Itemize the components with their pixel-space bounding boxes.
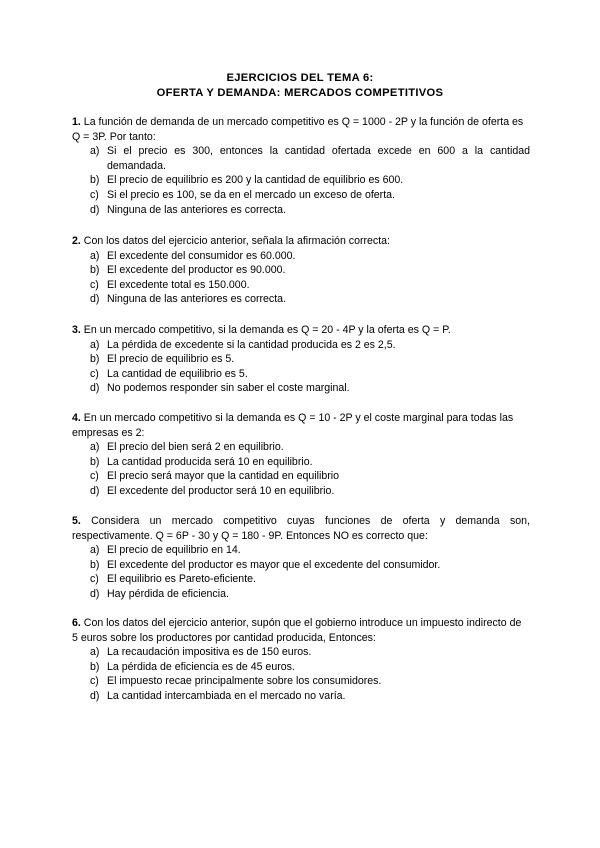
option-letter: c) (90, 188, 99, 201)
option-list (72, 249, 530, 307)
question-text: En un mercado competitivo si la demanda es Q = 10 - 2P y el coste marginal para todas las empresas es 2: (72, 412, 514, 439)
option-letter: b) (90, 264, 100, 277)
option-text: La pérdida de excedente si la cantidad producida es 2 es 2,5. (107, 338, 396, 351)
option-letter: a) (90, 338, 100, 351)
option-text: La cantidad de equilibrio es 5. (107, 367, 248, 380)
question-2 (72, 234, 530, 307)
option-b (72, 352, 530, 367)
option-c (72, 188, 530, 203)
option-text: La cantidad producida será 10 en equilibrio. (107, 455, 313, 468)
option-text: Ninguna de las anteriores es correcta. (107, 203, 287, 216)
option-text: Ninguna de las anteriores es correcta. (107, 293, 287, 306)
question-stem (72, 514, 530, 543)
option-a (72, 249, 530, 264)
option-b (72, 263, 530, 278)
option-d (72, 381, 530, 396)
option-text: Hay pérdida de eficiencia. (107, 587, 229, 600)
option-text: El excedente del productor será 10 en equilibrio. (107, 484, 335, 497)
option-text: El excedente del productor es 90.000. (107, 264, 286, 277)
option-letter: a) (90, 441, 100, 454)
option-letter: a) (90, 646, 100, 659)
option-letter: b) (90, 174, 100, 187)
option-text: El equilibrio es Pareto-eficiente. (107, 573, 256, 586)
option-letter: a) (90, 544, 100, 557)
option-text: El precio de equilibrio es 200 y la cantidad de equilibrio es 600. (107, 174, 404, 187)
option-a (72, 543, 530, 558)
option-letter: d) (90, 484, 100, 497)
option-text: El precio de equilibrio en 14. (107, 544, 241, 557)
option-letter: d) (90, 293, 100, 306)
option-a (72, 440, 530, 455)
option-letter: d) (90, 587, 100, 600)
option-text: Si el precio es 100, se da en el mercado un exceso de oferta. (107, 188, 395, 201)
question-number: 4. (72, 412, 81, 424)
question-text: En un mercado competitivo, si la demanda es Q = 20 - 4P y la oferta es Q = P. (83, 324, 451, 336)
option-c (72, 367, 530, 382)
option-list (72, 543, 530, 601)
document-title (0, 71, 600, 101)
option-letter: c) (90, 278, 99, 291)
option-b (72, 173, 530, 188)
option-letter: c) (90, 675, 99, 688)
option-letter: a) (90, 145, 100, 158)
option-text: La pérdida de eficiencia es de 45 euros. (107, 660, 295, 673)
option-d (72, 587, 530, 602)
option-letter: c) (90, 367, 99, 380)
question-5 (72, 514, 530, 602)
option-text: Si el precio es 300, entonces la cantidad ofertada excede en 600 a la cantidad demandada. (107, 145, 530, 172)
option-c (72, 469, 530, 484)
title-line-1: EJERCICIOS DEL TEMA 6: (226, 72, 374, 84)
option-letter: b) (90, 455, 100, 468)
option-letter: d) (90, 382, 100, 395)
option-text: El precio será mayor que la cantidad en equilibrio (107, 470, 340, 483)
option-letter: b) (90, 353, 100, 366)
option-text: El precio del bien será 2 en equilibrio. (107, 441, 284, 454)
option-list (72, 144, 530, 217)
question-number: 6. (72, 617, 81, 629)
option-letter: d) (90, 203, 100, 216)
option-list (72, 440, 530, 498)
option-text: La recaudación impositiva es de 150 euros. (107, 646, 312, 659)
title-line-2: OFERTA Y DEMANDA: MERCADOS COMPETITIVOS (156, 87, 444, 99)
question-3 (72, 323, 530, 396)
question-stem (72, 616, 530, 645)
question-number: 3. (72, 324, 81, 336)
option-text: El precio de equilibrio es 5. (107, 353, 235, 366)
option-letter: c) (90, 573, 99, 586)
option-text: El impuesto recae principalmente sobre los consumidores. (107, 675, 382, 688)
option-d (72, 689, 530, 704)
question-6 (72, 616, 530, 704)
question-1 (72, 115, 530, 217)
option-a (72, 144, 530, 173)
option-letter: b) (90, 660, 100, 673)
question-number: 2. (72, 235, 81, 247)
question-text: Con los datos del ejercicio anterior, señala la afirmación correcta: (83, 235, 390, 247)
question-text: Con los datos del ejercicio anterior, supón que el gobierno introduce un impuesto indirecto de 5 euros sobre los productores por cantidad producida, Entonces: (72, 617, 522, 644)
option-b (72, 455, 530, 470)
option-text: El excedente total es 150.000. (107, 278, 250, 291)
question-stem (72, 115, 530, 144)
option-text: No podemos responder sin saber el coste marginal. (107, 382, 350, 395)
option-list (72, 338, 530, 396)
question-4 (72, 411, 530, 499)
option-text: El excedente del consumidor es 60.000. (107, 249, 296, 262)
question-text: Considera un mercado competitivo cuyas funciones de oferta y demanda son, respectivamente. Q = 6P - 30 y Q = 180 - 9P. Entonces NO es correcto que: (72, 515, 530, 542)
option-c (72, 674, 530, 689)
option-letter: a) (90, 249, 100, 262)
question-number: 1. (72, 116, 81, 128)
option-c (72, 572, 530, 587)
option-letter: d) (90, 689, 100, 702)
option-d (72, 292, 530, 307)
question-text: La función de demanda de un mercado competitivo es Q = 1000 - 2P y la función de oferta es Q = 3P. Por tanto: (72, 116, 524, 143)
option-b (72, 558, 530, 573)
option-c (72, 278, 530, 293)
question-stem (72, 234, 530, 249)
question-number: 5. (72, 515, 81, 527)
option-letter: c) (90, 470, 99, 483)
question-stem (72, 411, 530, 440)
option-a (72, 645, 530, 660)
option-d (72, 484, 530, 499)
option-d (72, 203, 530, 218)
option-text: La cantidad intercambiada en el mercado no varía. (107, 689, 346, 702)
option-list (72, 645, 530, 703)
option-text: El excedente del productor es mayor que el excedente del consumidor. (107, 558, 441, 571)
option-letter: b) (90, 558, 100, 571)
option-b (72, 660, 530, 675)
option-a (72, 338, 530, 353)
question-stem (72, 323, 530, 338)
